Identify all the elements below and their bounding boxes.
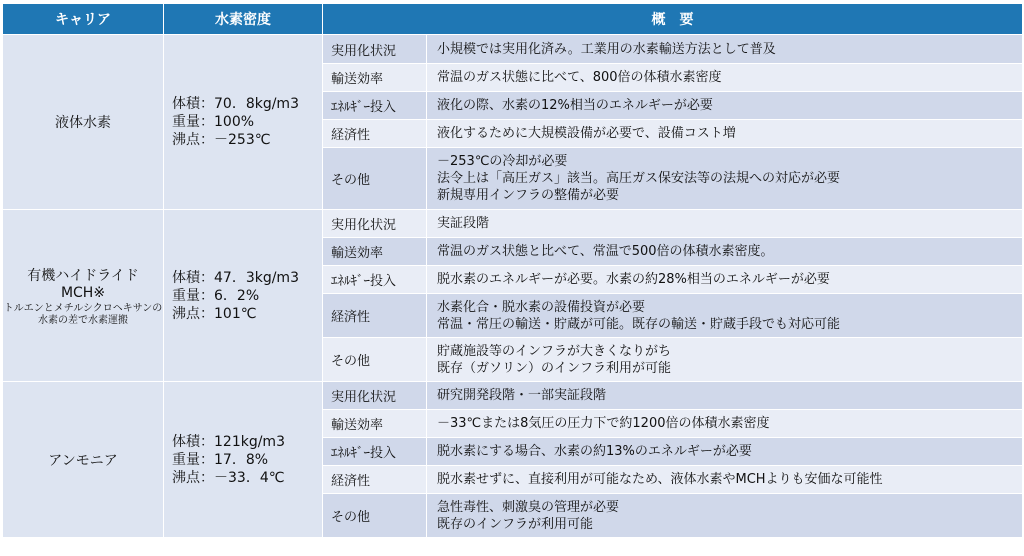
carrier-note: トルエンとメチルシクロヘキサンの水素の差で水素運搬 [3,302,163,326]
row-label: 輸送効率 [323,238,427,266]
row-label: その他 [323,494,427,538]
table-row [3,210,1023,238]
row-label: その他 [323,338,427,382]
row-desc [427,92,1023,120]
header-carrier: キャリア [3,4,164,35]
density-weight: 重量：100% [172,114,255,130]
carrier-cell-liquid-hydrogen [3,35,164,210]
row-label: 実用化状況 [323,35,427,64]
desc-line: 液化するために大規模設備が必要で、設備コスト増 [437,126,736,141]
row-label: 経済性 [323,120,427,148]
table-row [3,382,1023,410]
row-desc [427,294,1023,338]
row-label: 経済性 [323,466,427,494]
row-desc [427,382,1023,410]
header-density: 水素密度 [164,4,323,35]
row-desc [427,410,1023,438]
row-desc [427,438,1023,466]
header-row [3,4,1023,35]
desc-line: 研究開発段階・一部実証段階 [437,388,607,403]
row-label: ｴﾈﾙｷﾞｰ投入 [323,266,427,294]
desc-line: 実証段階 [437,216,490,231]
desc-line: 水素化合・脱水素の設備投資が必要 [437,299,646,315]
desc-line: 既存のインフラが利用可能 [437,516,594,532]
desc-line: 新規専用インフラの整備が必要 [437,188,620,203]
desc-line: 既存（ガソリン）のインフラ利用が可能 [437,360,672,376]
hydrogen-carrier-table [2,3,1023,538]
carrier-name: 液体水素 [55,115,111,131]
desc-line: 法令上は「高圧ガス」該当。高圧ガス保安法等の法規への対応が必要 [437,171,841,186]
header-overview: 概 要 [323,4,1023,35]
row-desc [427,338,1023,382]
carrier-name-sub: MCH※ [60,284,106,301]
density-cell-mch [164,210,323,382]
density-boiling-point: 沸点：－253℃ [172,132,271,148]
row-desc [427,494,1023,538]
row-label: 実用化状況 [323,382,427,410]
carrier-cell-ammonia [3,382,164,538]
row-label: 経済性 [323,294,427,338]
row-label: 輸送効率 [323,410,427,438]
row-desc [427,35,1023,64]
density-weight: 重量：17．8% [172,451,269,468]
row-desc [427,64,1023,92]
desc-line: 小規模では実用化済み。工業用の水素輸送方法として普及 [437,41,776,57]
row-desc [427,210,1023,238]
table-row [3,35,1023,64]
row-desc [427,238,1023,266]
density-volume: 体積：47．3kg/m3 [172,269,299,286]
row-desc [427,148,1023,210]
desc-line: 脱水素にする場合、水素の約13%のエネルギーが必要 [437,444,752,459]
carrier-name: 有機ハイドライド [27,267,139,284]
desc-line: 常温・常圧の輸送・貯蔵が可能。既存の輸送・貯蔵手段でも対応可能 [437,316,841,332]
desc-line: －253℃の冷却が必要 [437,154,568,169]
row-label: 輸送効率 [323,64,427,92]
desc-line: 常温のガス状態に比べて、800倍の体積水素密度 [437,70,722,85]
row-label: ｴﾈﾙｷﾞｰ投入 [323,92,427,120]
desc-line: 常温のガス状態と比べて、常温で500倍の体積水素密度。 [437,244,774,259]
density-boiling-point: 沸点：101℃ [172,305,257,322]
desc-line: 急性毒性、刺激臭の管理が必要 [437,499,620,515]
density-volume: 体積：121kg/m3 [172,433,285,450]
desc-line: －33℃または8気圧の圧力下で約1200倍の体積水素密度 [437,416,770,431]
density-cell-liquid-hydrogen [164,35,323,210]
density-boiling-point: 沸点：－33．4℃ [172,469,285,486]
row-label: その他 [323,148,427,210]
density-volume: 体積：70．8kg/m3 [172,96,299,112]
row-desc [427,120,1023,148]
desc-line: 液化の際、水素の12%相当のエネルギーが必要 [437,98,713,113]
density-cell-ammonia [164,382,323,538]
row-desc [427,466,1023,494]
carrier-name: アンモニア [48,452,118,469]
desc-line: 貯蔵施設等のインフラが大きくなりがち [437,343,672,359]
desc-line: 脱水素せずに、直接利用が可能なため、液体水素やMCHよりも安価な可能性 [437,472,883,487]
row-label: ｴﾈﾙｷﾞｰ投入 [323,438,427,466]
row-desc [427,266,1023,294]
desc-line: 脱水素のエネルギーが必要。水素の約28%相当のエネルギーが必要 [437,272,830,287]
carrier-cell-mch [3,210,164,382]
density-weight: 重量：6．2% [172,287,260,304]
row-label: 実用化状況 [323,210,427,238]
